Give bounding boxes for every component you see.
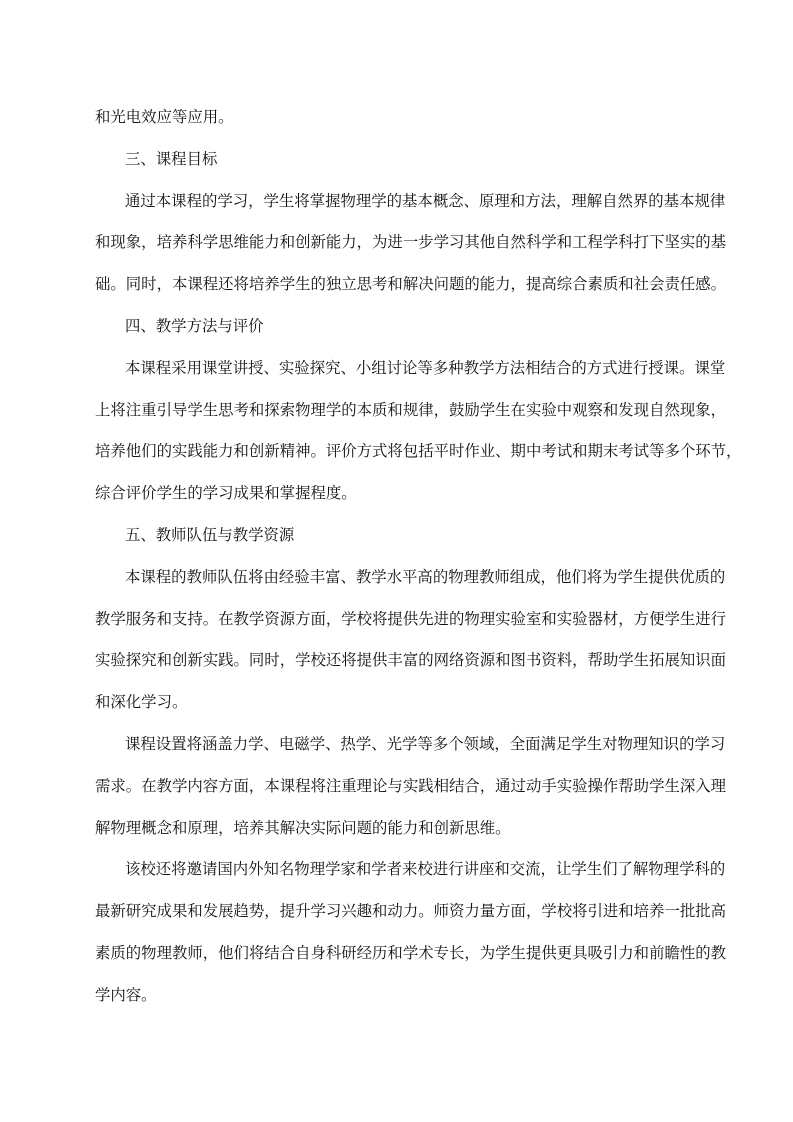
text-line: 上将注重引导学生思考和探索物理学的本质和规律，鼓励学生在实验中观察和发现自然现象，	[95, 400, 727, 419]
text-line: 五、教师队伍与教学资源	[125, 525, 295, 544]
paragraph	[95, 557, 727, 724]
text-line: 需求。在教学内容方面，本课程将注重理论与实践相结合，通过动手实验操作帮助学生深入理	[95, 776, 727, 795]
text-line: 三、课程目标	[125, 149, 218, 168]
text-line: 学内容。	[95, 985, 157, 1004]
text-line: 和光电效应等应用。	[95, 108, 234, 126]
section-heading	[95, 515, 701, 557]
text-line: 础。同时，本课程还将培养学生的独立思考和解决问题的能力，提高综合素质和社会责任感。	[95, 275, 727, 294]
text-line: 课程设置将涵盖力学、电磁学、热学、光学等多个领域，全面满足学生对物理知识的学习	[125, 734, 726, 753]
text-line: 和现象，培养科学思维能力和创新能力，为进一步学习其他自然科学和工程学科打下坚实的基	[95, 233, 727, 252]
text-line: 和深化学习。	[95, 693, 188, 712]
text-line: 该校还将邀请国内外知名物理学家和学者来校进行讲座和交流，让学生们了解物理学科的	[125, 860, 726, 879]
text-line: 培养他们的实践能力和创新精神。评价方式将包括平时作业、期中考试和期末考试等多个环节，	[95, 442, 742, 461]
paragraph	[95, 348, 742, 515]
text-line: 综合评价学生的学习成果和掌握程度。	[95, 484, 357, 503]
paragraph	[95, 724, 727, 849]
section-heading	[95, 306, 701, 348]
text-line: 教学服务和支持。在教学资源方面，学校将提供先进的物理实验室和实验器材，方便学生进行	[95, 609, 727, 628]
text-line: 最新研究成果和发展趋势，提升学习兴趣和动力。师资力量方面，学校将引进和培养一批批高	[95, 902, 727, 921]
section-heading	[95, 139, 701, 181]
text-line: 素质的物理教师，他们将结合自身科研经历和学术专长，为学生提供更具吸引力和前瞻性的教	[95, 943, 727, 962]
text-line: 通过本课程的学习，学生将掌握物理学的基本概念、原理和方法，理解自然界的基本规律	[125, 191, 726, 210]
paragraph	[95, 181, 727, 306]
document-body	[95, 97, 742, 1017]
text-line: 实验探究和创新实践。同时，学校还将提供丰富的网络资源和图书资料，帮助学生拓展知识面	[95, 651, 727, 670]
paragraph	[95, 97, 701, 139]
text-line: 四、教学方法与评价	[125, 316, 264, 335]
text-line: 解物理概念和原理，培养其解决实际问题的能力和创新思维。	[95, 818, 511, 837]
text-line: 本课程采用课堂讲授、实验探究、小组讨论等多种教学方法相结合的方式进行授课。课堂	[125, 358, 726, 377]
paragraph	[95, 849, 727, 1016]
text-line: 本课程的教师队伍将由经验丰富、教学水平高的物理教师组成，他们将为学生提供优质的	[125, 567, 726, 586]
